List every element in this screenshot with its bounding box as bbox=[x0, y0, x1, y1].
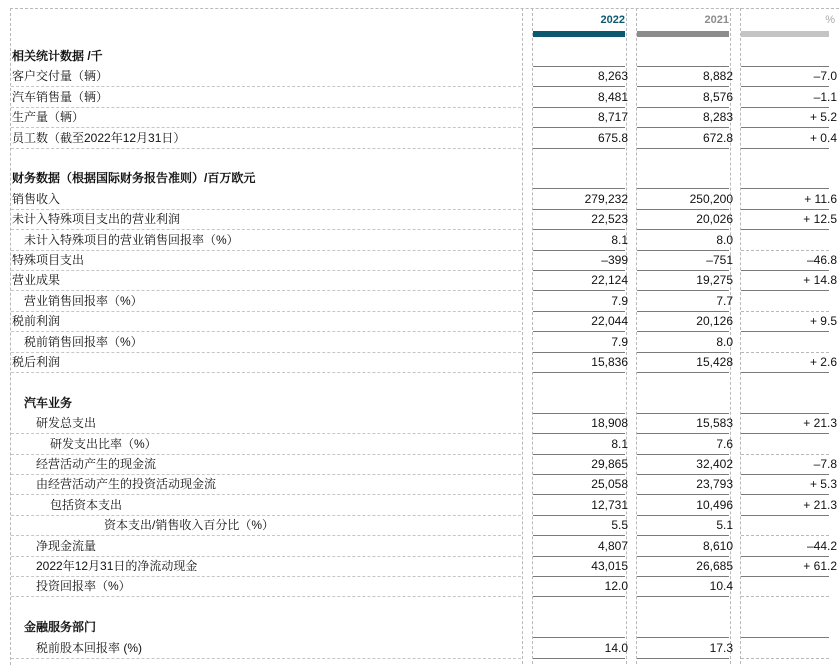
table-row bbox=[10, 66, 840, 86]
table-row bbox=[10, 87, 840, 107]
percent-change: + 2.6 bbox=[809, 355, 837, 369]
row-label: 未计入特殊项目支出的营业利润 bbox=[12, 212, 181, 227]
cell-rule bbox=[741, 148, 829, 149]
table-row bbox=[10, 515, 840, 535]
value-2022: 12.0 bbox=[604, 579, 628, 594]
value-2022: 22,124 bbox=[591, 273, 628, 288]
table-row bbox=[10, 556, 840, 576]
value-2021: 8,576 bbox=[702, 89, 733, 104]
table-row bbox=[10, 474, 840, 494]
table-row bbox=[10, 311, 840, 331]
value-2022: 5.5 bbox=[611, 518, 628, 533]
row-rule bbox=[11, 372, 521, 373]
table-row bbox=[10, 576, 840, 596]
value-2021: 17.3 bbox=[709, 640, 733, 655]
table-row bbox=[10, 107, 840, 127]
row-rule bbox=[11, 596, 521, 597]
value-2022: 14.0 bbox=[604, 640, 628, 655]
percent-change: + 12.5 bbox=[803, 212, 837, 227]
row-rule bbox=[11, 658, 521, 659]
value-2022: 7.9 bbox=[611, 334, 628, 349]
percent-change-header: % bbox=[825, 14, 835, 26]
percent-change: + 5.2 bbox=[809, 110, 837, 125]
value-2021: 20,126 bbox=[696, 314, 733, 329]
value-2021: 8.0 bbox=[716, 334, 733, 349]
row-label: 营业成果 bbox=[12, 273, 61, 288]
value-2021: 26,685 bbox=[696, 559, 733, 573]
value-2022: 8,717 bbox=[597, 110, 628, 125]
table-row bbox=[10, 128, 840, 148]
cell-rule bbox=[533, 596, 625, 597]
row-label: 研发总支出 bbox=[36, 416, 97, 431]
value-2022: 18,908 bbox=[591, 416, 628, 431]
row-label: 由经营活动产生的投资活动现金流 bbox=[36, 477, 217, 492]
value-2022: 43,015 bbox=[591, 559, 628, 573]
value-2022: 4,807 bbox=[597, 538, 628, 553]
value-2022: 12,731 bbox=[591, 497, 628, 512]
cell-rule bbox=[741, 372, 829, 373]
value-2021: 672.8 bbox=[702, 130, 733, 145]
row-label: 员工数（截至2022年12月31日） bbox=[12, 130, 186, 145]
percent-change: –46.8 bbox=[806, 253, 837, 267]
value-2021: 19,275 bbox=[696, 273, 733, 288]
table-row bbox=[10, 352, 840, 372]
value-2021: 8.0 bbox=[716, 232, 733, 247]
table-row bbox=[10, 332, 840, 352]
percent-change: + 21.3 bbox=[803, 497, 837, 512]
table-row bbox=[10, 291, 840, 311]
cell-rule bbox=[637, 596, 729, 597]
percent-change: + 61.2 bbox=[803, 559, 837, 573]
row-label: 营业销售回报率（%） bbox=[24, 293, 143, 308]
row-label: 特殊项目支出 bbox=[12, 253, 85, 267]
row-label: 经营活动产生的现金流 bbox=[36, 457, 157, 471]
percent-change: + 9.5 bbox=[809, 314, 837, 329]
value-2022: 675.8 bbox=[597, 130, 628, 145]
table-row bbox=[10, 454, 840, 474]
section-title-row bbox=[10, 617, 840, 637]
percent-change: –1.1 bbox=[813, 89, 837, 104]
table-row bbox=[10, 434, 840, 454]
row-rule bbox=[11, 148, 521, 149]
row-label: 客户交付量（辆） bbox=[12, 69, 109, 84]
value-2021: 7.7 bbox=[716, 293, 733, 308]
value-2021: 5.1 bbox=[716, 518, 733, 533]
percent-change-bar bbox=[741, 31, 829, 37]
table-row bbox=[10, 536, 840, 556]
cell-rule bbox=[637, 372, 729, 373]
value-2022: 279,232 bbox=[584, 191, 628, 206]
value-2022: 25,058 bbox=[591, 477, 628, 492]
section-title-row bbox=[10, 393, 840, 413]
percent-change: + 14.8 bbox=[803, 273, 837, 288]
value-2021: –751 bbox=[706, 253, 733, 267]
cell-rule bbox=[637, 148, 729, 149]
row-label: 生产量（辆） bbox=[12, 110, 85, 125]
value-2021: 10.4 bbox=[709, 579, 733, 594]
section-title-row bbox=[10, 168, 840, 188]
section-title: 财务数据（根据国际财务报告准则）/百万欧元 bbox=[12, 171, 256, 186]
section-title: 汽车业务 bbox=[24, 395, 73, 410]
table-row bbox=[10, 413, 840, 433]
cell-rule bbox=[741, 596, 829, 597]
value-2021: 15,428 bbox=[696, 355, 733, 369]
value-2022: 8.1 bbox=[611, 436, 628, 451]
value-2021: 32,402 bbox=[696, 457, 733, 471]
table-row bbox=[10, 270, 840, 290]
row-label: 未计入特殊项目的营业销售回报率（%） bbox=[24, 232, 239, 247]
percent-change: + 0.4 bbox=[809, 130, 837, 145]
cell-rule bbox=[533, 658, 625, 659]
row-label: 税前股本回报率 (%) bbox=[36, 640, 142, 655]
percent-change: –7.8 bbox=[813, 457, 837, 471]
year-2021-bar bbox=[637, 31, 729, 37]
value-2022: 8.1 bbox=[611, 232, 628, 247]
table-row bbox=[10, 250, 840, 270]
row-label: 净现金流量 bbox=[36, 538, 97, 553]
value-2022: 8,481 bbox=[597, 89, 628, 104]
section-title: 金融服务部门 bbox=[24, 620, 97, 635]
value-2022: 22,044 bbox=[591, 314, 628, 329]
row-label: 汽车销售量（辆） bbox=[12, 89, 109, 104]
row-label: 投资回报率（%） bbox=[36, 579, 131, 594]
value-2021: 250,200 bbox=[689, 191, 733, 206]
cell-rule bbox=[637, 658, 729, 659]
value-2022: 8,263 bbox=[597, 69, 628, 84]
table-row bbox=[10, 189, 840, 209]
value-2021: 8,610 bbox=[702, 538, 733, 553]
value-2021: 15,583 bbox=[696, 416, 733, 431]
row-label: 包括资本支出 bbox=[50, 497, 123, 512]
value-2021: 7.6 bbox=[716, 436, 733, 451]
value-2022: 15,836 bbox=[591, 355, 628, 369]
value-2022: 7.9 bbox=[611, 293, 628, 308]
cell-rule bbox=[533, 372, 625, 373]
percent-change: + 21.3 bbox=[803, 416, 837, 431]
value-2022: –399 bbox=[601, 253, 628, 267]
percent-change: –44.2 bbox=[806, 538, 837, 553]
section-title-row bbox=[10, 46, 840, 66]
row-label: 销售收入 bbox=[12, 191, 61, 206]
value-2022: 22,523 bbox=[591, 212, 628, 227]
value-2022: 29,865 bbox=[591, 457, 628, 471]
row-label: 税前销售回报率（%） bbox=[24, 334, 143, 349]
value-2021: 8,283 bbox=[702, 110, 733, 125]
year-2022-bar bbox=[533, 31, 625, 37]
row-label: 资本支出/销售收入百分比（%） bbox=[104, 518, 275, 533]
table-row bbox=[10, 230, 840, 250]
year-2021-header: 2021 bbox=[704, 14, 729, 26]
row-label: 税后利润 bbox=[12, 355, 61, 369]
section-title: 相关统计数据 /千 bbox=[12, 49, 103, 63]
table-row bbox=[10, 495, 840, 515]
percent-change: + 5.3 bbox=[809, 477, 837, 492]
cell-rule bbox=[741, 658, 829, 659]
table-row bbox=[10, 638, 840, 658]
value-2021: 8,882 bbox=[702, 69, 733, 84]
value-2021: 23,793 bbox=[696, 477, 733, 492]
row-label: 研发支出比率（%） bbox=[50, 436, 157, 451]
year-2022-header: 2022 bbox=[600, 14, 625, 26]
row-label: 税前利润 bbox=[12, 314, 61, 329]
cell-rule bbox=[533, 148, 625, 149]
value-2021: 20,026 bbox=[696, 212, 733, 227]
percent-change: –7.0 bbox=[813, 69, 837, 84]
table-row bbox=[10, 209, 840, 229]
value-2021: 10,496 bbox=[696, 497, 733, 512]
row-label: 2022年12月31日的净流动现金 bbox=[36, 559, 198, 573]
percent-change: + 11.6 bbox=[804, 191, 837, 206]
